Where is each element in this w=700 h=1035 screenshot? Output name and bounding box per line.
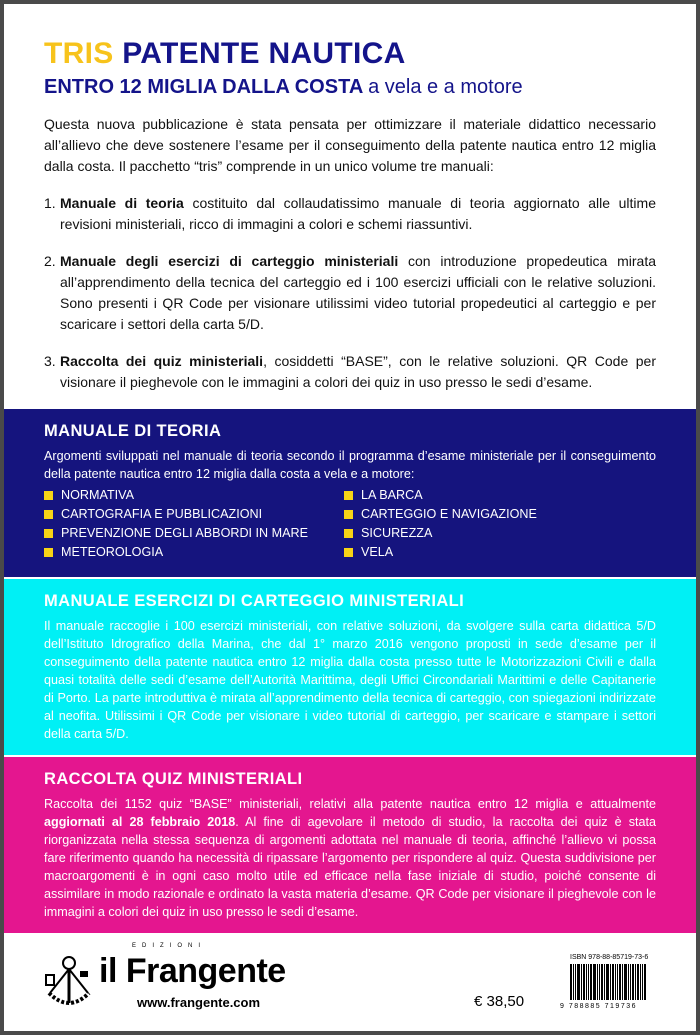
barcode-bar <box>590 964 592 1000</box>
carteggio-text: Il manuale raccoglie i 100 esercizi ministeriali, con relative soluzioni, da svolgere sulla carta didattica 5/D dell’Istituto Idrografico della Marina, che dal 1° marzo 2016 vengono proposti in sede d’esame per il conseguimento della patente nautica entro 12 miglia dalla costa presso tutte le Motorizzazioni Civili e dalla quasi totalità delle sedi d’esame dell’Autorità Marittima, degli Uffici Circondariali Marittimi e delle Capitanerie di Porto. La parte introduttiva è mirata all’apprendimento della tecnica di carteggio, con spiegazioni indirizzate al neofita. Utilissimi i QR Code per visionare i video tutorial di carteggio, per scaricare e stampare i settori della carta 5/D. <box>44 619 656 741</box>
list-body: , cosiddetti “BASE”, con le relative soluzioni. QR Code per visionare il pieghevole con le immagini a colori dei quiz in uso presso le sedi d’esame. <box>60 353 656 390</box>
barcode-bar <box>622 964 623 1000</box>
barcode-bar <box>612 964 614 1000</box>
topic-label: CARTOGRAFIA E PUBBLICAZIONI <box>61 507 263 521</box>
topic-item <box>344 506 644 522</box>
quiz-section <box>4 757 696 933</box>
barcode-bar <box>606 964 609 1000</box>
subtitle-bold: ENTRO 12 MIGLIA DALLA COSTA <box>44 76 363 98</box>
list-text <box>60 251 656 335</box>
back-cover <box>4 4 696 1031</box>
carteggio-section <box>4 579 696 755</box>
barcode-bar <box>581 964 582 1000</box>
topic-item <box>344 525 644 541</box>
title-highlight: TRIS <box>44 37 114 70</box>
barcode-bar <box>632 964 634 1000</box>
bullet-square-icon <box>344 548 353 557</box>
price: € 38,50 <box>474 993 525 1010</box>
quiz-text-1: Raccolta dei 1152 quiz “BASE” ministeriali, relativi alla patente nautica entro 12 miglia e attualmente <box>44 797 656 811</box>
barcode-bar <box>586 964 587 1000</box>
subtitle-normal: a vela e a motore <box>368 76 523 98</box>
topics-list <box>44 487 656 560</box>
barcode-bar <box>601 964 603 1000</box>
barcode-bar <box>637 964 639 1000</box>
bullet-square-icon <box>44 491 53 500</box>
barcode-bar <box>570 964 572 1000</box>
barcode-bar <box>575 964 576 1000</box>
teoria-section <box>4 409 696 577</box>
barcode-bar <box>644 964 646 1000</box>
bullet-square-icon <box>44 510 53 519</box>
quiz-heading: RACCOLTA QUIZ MINISTERIALI <box>44 770 303 788</box>
publisher-url[interactable]: www.frangente.com <box>137 995 261 1010</box>
list-number: 1. <box>44 195 56 211</box>
topic-item <box>44 487 344 503</box>
quiz-text-2: . Al fine di agevolare il metodo di studio, la raccolta dei quiz è stata riorganizzata nella stessa sequenza di argomenti adottata nel manuale di teoria, affinché l’allievo vi possa fare riferimento quando ha necessità di ripassare l’argomento per rispondere al quiz. Questa suddivisione per macroargomenti è in ogni caso molto utile ed efficace nella fase iniziale di studio, poiché consente di assimilare in modo razionale e ordinato la vasta materia d’esame. QR Code per visionare il pieghevole con le immagini a colori dei quiz in uso presso le sedi d’esame. <box>44 815 657 919</box>
barcode-bar <box>617 964 618 1000</box>
barcode-bar <box>604 964 605 1000</box>
barcode-bar <box>610 964 611 1000</box>
barcode-number: 9 788885 719736 <box>560 1003 637 1010</box>
barcode <box>570 964 650 1000</box>
list-number: 3. <box>44 353 56 369</box>
manual-list <box>44 193 656 393</box>
footer <box>4 935 696 1031</box>
edizioni-label: EDIZIONI <box>132 943 207 949</box>
list-bold: Manuale di teoria <box>60 195 184 211</box>
topic-item <box>44 525 344 541</box>
list-text <box>60 351 656 393</box>
quiz-text <box>44 795 656 921</box>
barcode-bar <box>642 964 643 1000</box>
bullet-square-icon <box>344 491 353 500</box>
bullet-square-icon <box>344 510 353 519</box>
list-body: con introduzione propedeutica mirata all’apprendimento della tecnica del carteggio ed i 100 esercizi ufficiali con le relative soluzioni. Sono presenti i QR Code per visionare utilissimi video tutorial propedeutici al carteggio e per scaricare i settori della carta 5/D. <box>60 253 656 332</box>
bullet-square-icon <box>44 548 53 557</box>
topic-item <box>44 544 344 560</box>
intro-section <box>4 4 696 407</box>
barcode-bar <box>624 964 627 1000</box>
barcode-bar <box>628 964 629 1000</box>
quiz-text-bold: aggiornati al 28 febbraio 2018 <box>44 815 236 829</box>
list-body: costituito dal collaudatissimo manuale di teoria aggiornato alle ultime revisioni ministeriali, ricco di immagini a colori e schemi riassuntivi. <box>60 195 656 232</box>
teoria-text: Argomenti sviluppati nel manuale di teoria secondo il programma d’esame ministeriale per il conseguimento della patente nautica entro 12 miglia dalla costa a vela e a motore: <box>44 449 656 481</box>
publisher-name: il Frangente <box>99 952 286 990</box>
barcode-bar <box>599 964 600 1000</box>
manual-list-item <box>44 193 656 235</box>
isbn: ISBN 978-88-85719-73-6 <box>570 954 649 961</box>
topic-label: METEOROLOGIA <box>61 545 164 559</box>
list-number: 2. <box>44 253 56 269</box>
book-subtitle <box>44 74 656 100</box>
carteggio-heading: MANUALE ESERCIZI DI CARTEGGIO MINISTERIALI <box>44 592 465 610</box>
topic-item <box>44 506 344 522</box>
manual-list-item <box>44 351 656 393</box>
list-text <box>60 193 656 235</box>
sextant-logo-icon <box>44 953 94 1013</box>
barcode-bar <box>615 964 616 1000</box>
topic-label: NORMATIVA <box>61 488 134 502</box>
barcode-bar <box>588 964 589 1000</box>
barcode-bar <box>573 964 574 1000</box>
barcode-bar <box>640 964 641 1000</box>
barcode-bar <box>583 964 585 1000</box>
barcode-bar <box>619 964 621 1000</box>
teoria-heading: MANUALE DI TEORIA <box>44 422 222 440</box>
topic-label: SICUREZZA <box>361 526 433 540</box>
barcode-bar <box>593 964 596 1000</box>
barcode-bar <box>635 964 636 1000</box>
topic-label: VELA <box>361 545 394 559</box>
barcode-bar <box>630 964 631 1000</box>
title-main: PATENTE NAUTICA <box>122 37 406 70</box>
list-bold: Manuale degli esercizi di carteggio ministeriali <box>60 253 399 269</box>
topic-label: CARTEGGIO E NAVIGAZIONE <box>361 507 537 521</box>
topic-label: LA BARCA <box>361 488 423 502</box>
bullet-square-icon <box>44 529 53 538</box>
topic-item <box>344 544 644 560</box>
list-bold: Raccolta dei quiz ministeriali <box>60 353 264 369</box>
bullet-square-icon <box>344 529 353 538</box>
book-title <box>44 36 656 72</box>
manual-list-item <box>44 251 656 335</box>
topic-label: PREVENZIONE DEGLI ABBORDI IN MARE <box>61 526 309 540</box>
barcode-bar <box>597 964 598 1000</box>
barcode-bar <box>577 964 580 1000</box>
topic-item <box>344 487 644 503</box>
intro-paragraph: Questa nuova pubblicazione è stata pensata per ottimizzare il materiale didattico necessario all’allievo che deve sostenere l’esame per il conseguimento della patente nautica entro 12 miglia dalla costa. Il pacchetto “tris” comprende in un unico volume tre manuali: <box>44 116 656 174</box>
